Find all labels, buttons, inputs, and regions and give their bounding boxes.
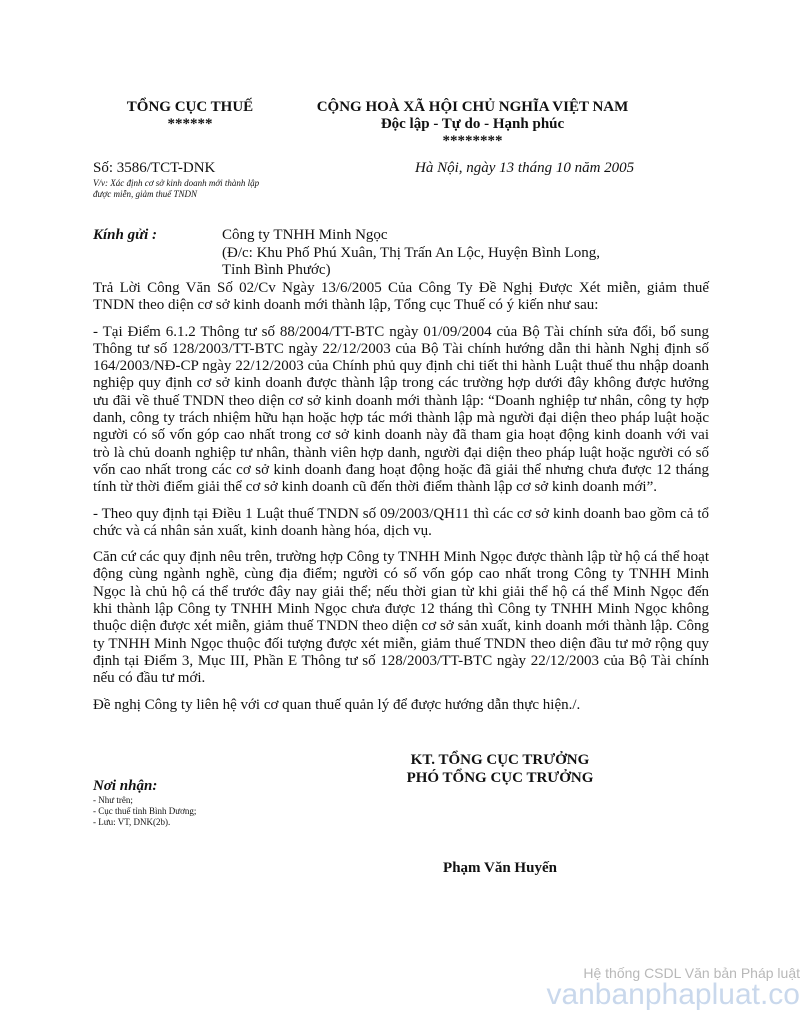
motto: Độc lập - Tự do - Hạnh phúc [380, 116, 565, 132]
body-paragraph: Căn cứ các quy định nêu trên, trường hợp Công ty TNHH Minh Ngọc được thành lập từ hộ cá thể hoạt động cùng ngành nghề, cùng địa điểm; người có số vốn góp cao nhất trong Công ty TNHH Minh Ngọc là chủ hộ cá thể trước đây nay giải thể; nếu thời gian từ khi giải thể hộ cá thể Minh Ngọc đến khi thành lập Công ty TNHH Minh Ngọc chưa được 12 tháng thì Công ty TNHH Minh Ngọc không thuộc diện được xét miễn, giảm thuế TNDN theo diện cơ sở sản xuất, kinh doanh mới thành lập. Công ty TNHH Minh Ngọc thuộc đối tượng được xét miễn, giảm thuế TNDN theo diện đầu tư mở rộng quy định tại Điểm 3, Mục III, Phần E Thông tư số 128/2003/TT-BTC ngày 22/12/2003 của Bộ Tài chính nếu có đầu tư mới. [93, 549, 709, 687]
signer-title-block [380, 751, 620, 787]
body-paragraph: Đề nghị Công ty liên hệ với cơ quan thuế quản lý để được hướng dẫn thực hiện./. [93, 696, 581, 713]
recipient-address [222, 227, 692, 280]
signer-title: KT. TỔNG CỤC TRƯỞNG [410, 752, 590, 768]
recipients-item: - Cục thuế tỉnh Bình Dương; [93, 806, 197, 816]
issuer-block [110, 99, 270, 133]
watermark-caption: Hệ thống CSDL Văn bản Pháp luật [583, 965, 800, 981]
subject-line: được miễn, giảm thuế TNDN [93, 189, 197, 199]
nation-name: CỘNG HOÀ XÃ HỘI CHỦ NGHĨA VIỆT NAM [316, 99, 629, 115]
watermark-site: vanbanphapluat.co [546, 978, 800, 1011]
issuer-name: TỔNG CỤC THUẾ [126, 99, 254, 115]
document-subject [93, 178, 333, 200]
recipients-list [93, 795, 196, 828]
document-body [93, 280, 709, 723]
signer-title: PHÓ TỔNG CỤC TRƯỞNG [406, 770, 594, 786]
recipient-line: (Đ/c: Khu Phố Phú Xuân, Thị Trấn An Lộc, Huyện Bình Long, [222, 244, 601, 261]
document-number: Số: 3586/TCT-DNK [93, 160, 216, 176]
recipients-item: - Lưu: VT, DNK(2b). [93, 817, 171, 827]
body-paragraph: - Theo quy định tại Điều 1 Luật thuế TNDN số 09/2003/QH11 thì các cơ sở kinh doanh bao gồm cả tổ chức và cá nhân sản xuất, kinh doanh hàng hóa, dịch vụ. [93, 505, 709, 539]
signer-name: Phạm Văn Huyến [443, 860, 557, 876]
document-date: Hà Nội, ngày 13 tháng 10 năm 2005 [415, 160, 635, 176]
recipients-label: Nơi nhận: [93, 778, 158, 794]
national-motto-block [300, 99, 645, 150]
recipient-label: Kính gửi : [93, 227, 158, 243]
recipient-line: Công ty TNHH Minh Ngọc [222, 227, 388, 243]
recipients-item: - Như trên; [93, 795, 133, 805]
body-paragraph: Trả Lời Công Văn Số 02/Cv Ngày 13/6/2005 Của Công Ty Đề Nghị Được Xét miễn, giảm thuế TNDN theo diện cơ sở kinh doanh mới thành lập, Tổng cục Thuế có ý kiến như sau: [93, 280, 709, 314]
recipient-line: Tỉnh Bình Phước) [222, 262, 331, 278]
issuer-stars: ****** [167, 116, 213, 132]
subject-line: V/v: Xác định cơ sở kinh doanh mới thành lập [93, 178, 260, 188]
body-paragraph: - Tại Điểm 6.1.2 Thông tư số 88/2004/TT-BTC ngày 01/09/2004 của Bộ Tài chính sửa đổi, bổ sung Thông tư số 128/2003/TT-BTC ngày 22/12/2003 của Bộ Tài chính hướng dẫn thi hành Nghị định số 164/2003/NĐ-CP ngày 22/12/2003 của Chính phủ quy định chi tiết thi hành Luật thuế thu nhập doanh nghiệp quy định cơ sở kinh doanh được thành lập trong các trường hợp dưới đây không được hưởng ưu đãi về thuế TNDN theo diện cơ sở kinh doanh mới thành lập: “Doanh nghiệp tư nhân, công ty hợp danh, công ty trách nhiệm hữu hạn hoặc hợp tác mới thành lập mà người đại diện theo pháp luật hoặc người có số vốn góp cao nhất trong cơ sở kinh doanh này đã tham gia hoạt động kinh doanh với vai trò là chủ doanh nghiệp tư nhân, thành viên hợp danh, người đại diện theo pháp luật hoặc người có số vốn cao nhất trong các cơ sở kinh doanh đang hoạt động hoặc đã giải thể nhưng chưa được 12 tháng tính từ thời điểm giải thể cơ sở kinh doanh cũ đến thời điểm thành lập cơ sở kinh doanh mới”. [93, 323, 709, 496]
motto-stars: ******** [442, 133, 503, 149]
